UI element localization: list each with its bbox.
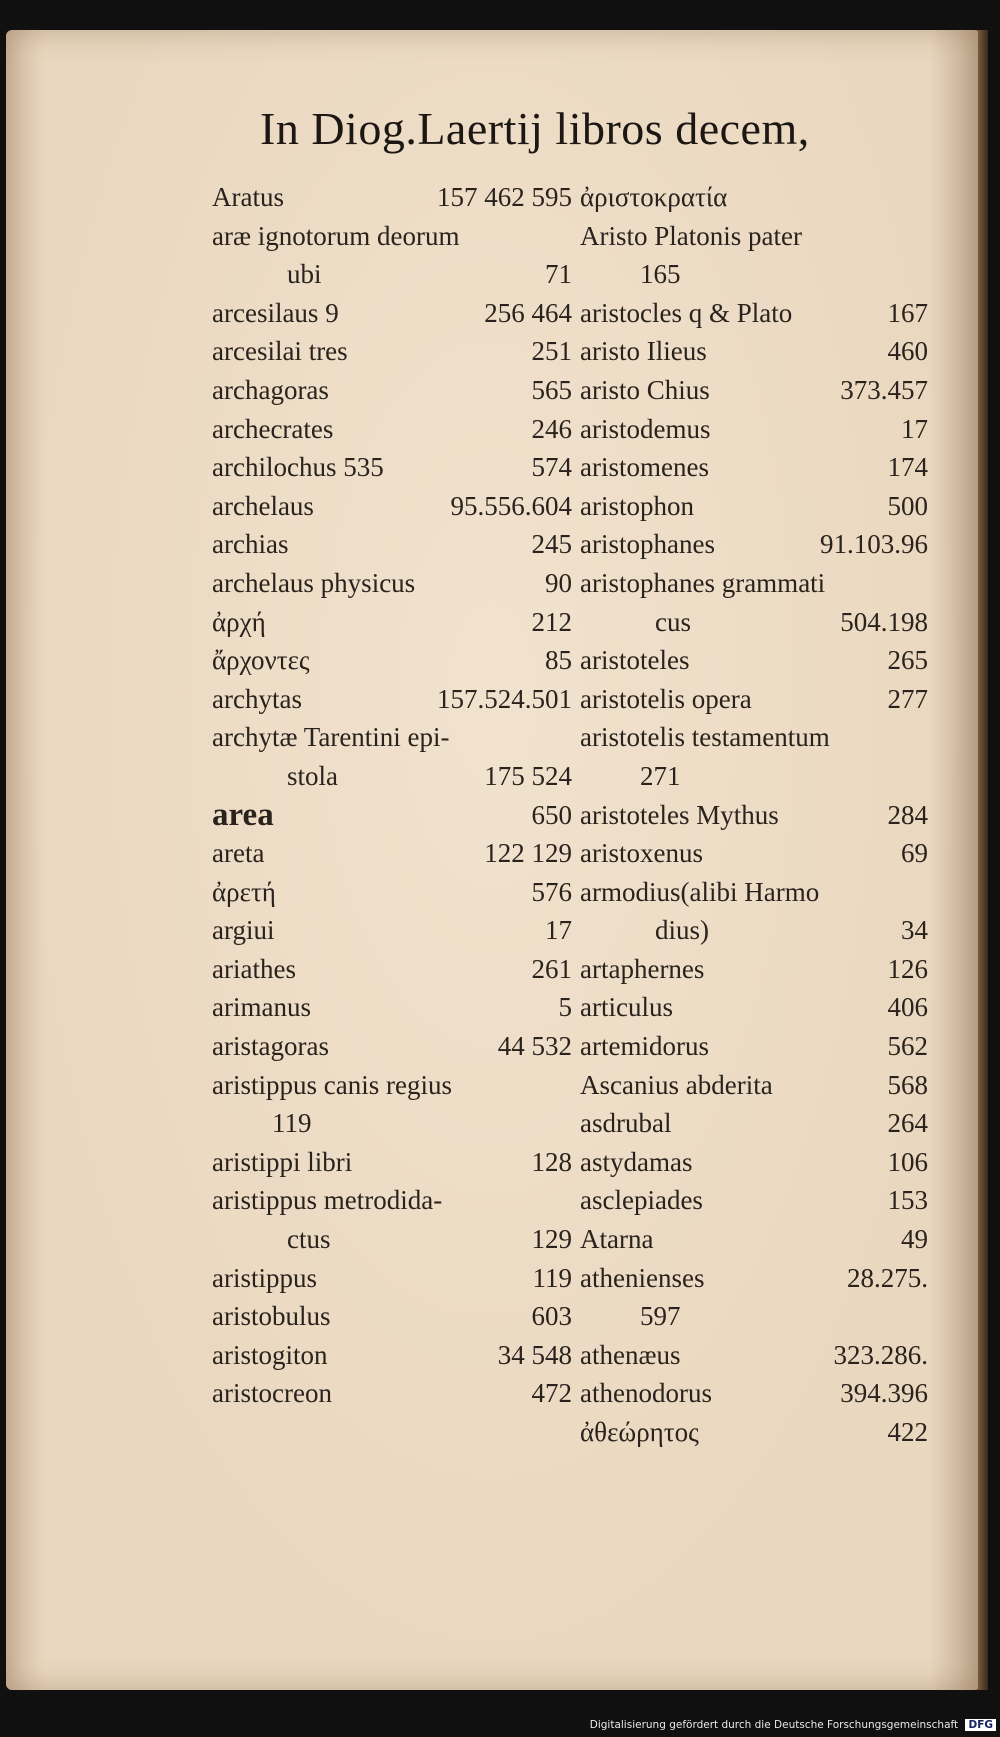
entry-pages: 119: [532, 1262, 572, 1293]
index-entry: [580, 1374, 928, 1413]
index-entry: [580, 448, 928, 487]
entry-pages: 90: [545, 567, 572, 598]
index-entry: [580, 371, 928, 410]
index-entry: [212, 448, 572, 487]
entry-name: armodius(alibi Harmo: [580, 876, 820, 907]
entry-pages: 106: [887, 1146, 928, 1177]
entry-name: arcesilai tres: [212, 336, 348, 367]
dfg-logo: DFG: [965, 1719, 996, 1731]
entry-pages: 406: [887, 992, 928, 1023]
entry-pages: 69: [901, 838, 928, 869]
index-entry: [212, 873, 572, 912]
index-entry: [580, 332, 928, 371]
index-column-right: [580, 178, 928, 1452]
digitization-credit: [590, 1719, 996, 1731]
entry-name: archagoras: [212, 374, 329, 405]
entry-name: astydamas: [580, 1146, 693, 1177]
index-entry: [580, 950, 928, 989]
entry-name: areta: [212, 838, 265, 869]
entry-name: aræ ignotorum deorum: [212, 220, 460, 251]
credit-text: Digitalisierung gefördert durch die Deutsche Forschungsgemeinschaft: [589, 1719, 959, 1731]
entry-name: ἀθεώρητος: [580, 1417, 699, 1447]
entry-name: aristotelis testamentum: [580, 722, 830, 753]
index-entry: [580, 1336, 928, 1375]
entry-name: stola: [287, 760, 338, 791]
index-entry: [212, 1066, 572, 1105]
entry-name: athenienses: [580, 1262, 705, 1293]
page-edge: [978, 30, 988, 1690]
index-entry: [580, 911, 928, 950]
index-entry: [212, 525, 572, 564]
index-entry: [580, 796, 928, 835]
entry-name: aristoteles Mythus: [580, 799, 779, 830]
index-entry: [212, 487, 572, 526]
entry-pages: 17: [545, 915, 572, 946]
index-entry: [580, 680, 928, 719]
index-entry: [580, 834, 928, 873]
entry-name: aristobulus: [212, 1301, 331, 1332]
index-entry: [580, 294, 928, 333]
entry-name: Aratus: [212, 182, 284, 212]
entry-pages: 167: [887, 297, 928, 328]
index-entry: [580, 757, 928, 796]
index-entry: [212, 1297, 572, 1336]
index-entry: [212, 950, 572, 989]
entry-name: archytas: [212, 683, 302, 714]
entry-pages: 576: [531, 876, 572, 907]
entry-pages: 17: [901, 413, 928, 444]
entry-pages: 460: [887, 336, 928, 367]
entry-pages: 91.103.96: [820, 529, 928, 560]
entry-pages: 153: [887, 1185, 928, 1216]
entry-pages: 245: [531, 529, 572, 560]
entry-name: aristophanes: [580, 529, 715, 560]
entry-pages: 284: [887, 799, 928, 830]
entry-name: archias: [212, 529, 289, 560]
entry-name: aristophon: [580, 490, 694, 521]
index-entry: [212, 1181, 572, 1220]
entry-pages: 500: [887, 490, 928, 521]
entry-pages: 323.286.: [833, 1339, 928, 1370]
entry-name: archelaus physicus: [212, 567, 416, 598]
index-entry: [212, 680, 572, 719]
index-entry: [212, 1220, 572, 1259]
entry-pages: 71: [545, 259, 572, 290]
entry-name: aristo Chius: [580, 374, 710, 405]
index-entry: [212, 1259, 572, 1298]
entry-pages: 28.275.: [847, 1262, 928, 1293]
entry-name: aristippi libri: [212, 1146, 353, 1177]
entry-pages: 373.457: [840, 374, 928, 405]
entry-name: aristocreon: [212, 1378, 332, 1409]
index-entry: [212, 603, 572, 642]
index-entry: [212, 564, 572, 603]
entry-pages: 472: [531, 1378, 572, 1409]
entry-pages: 265: [887, 645, 928, 676]
entry-pages: 128: [531, 1146, 572, 1177]
entry-name: artaphernes: [580, 953, 705, 984]
index-entry: [212, 1143, 572, 1182]
entry-pages: 122 129: [484, 838, 572, 869]
entry-name: archytæ Tarentini epi-: [212, 722, 450, 753]
entry-pages: 562: [887, 1031, 928, 1062]
entry-name: 165: [640, 259, 681, 290]
entry-name: aristocles q & Plato: [580, 297, 793, 328]
index-entry: [212, 988, 572, 1027]
index-entry: [580, 641, 928, 680]
entry-pages: 212: [531, 606, 572, 637]
index-column-left: [212, 178, 572, 1413]
entry-name: dius): [655, 915, 709, 946]
entry-pages: 261: [531, 953, 572, 984]
index-entry: [212, 217, 572, 256]
entry-name: 119: [272, 1108, 312, 1139]
entry-name: 597: [640, 1301, 681, 1332]
index-entry: [580, 988, 928, 1027]
entry-pages: 49: [901, 1224, 928, 1255]
entry-name: area: [212, 796, 274, 833]
index-entry: [580, 1413, 928, 1452]
entry-pages: 34 548: [497, 1339, 572, 1370]
index-entry: [212, 718, 572, 757]
index-entry: [580, 410, 928, 449]
entry-pages: 277: [887, 683, 928, 714]
index-entry: [580, 1181, 928, 1220]
entry-name: aristoteles: [580, 645, 690, 676]
entry-pages: 129: [531, 1224, 572, 1255]
entry-name: archecrates: [212, 413, 334, 444]
entry-pages: 650: [531, 799, 572, 830]
entry-name: athenodorus: [580, 1378, 712, 1409]
entry-pages: 603: [531, 1301, 572, 1332]
entry-name: asclepiades: [580, 1185, 703, 1216]
index-entry: [580, 1220, 928, 1259]
entry-name: ἄρχοντες: [212, 645, 310, 676]
index-entry: [212, 332, 572, 371]
entry-pages: 568: [887, 1069, 928, 1100]
index-entry: [580, 1259, 928, 1298]
entry-pages: 256 464: [484, 297, 572, 328]
entry-name: argiui: [212, 915, 275, 946]
index-entry: [580, 603, 928, 642]
index-entry: [580, 255, 928, 294]
index-entry: [580, 178, 928, 217]
index-entry: [212, 294, 572, 333]
index-entry: [580, 217, 928, 256]
index-entry: [212, 757, 572, 796]
entry-pages: 264: [887, 1108, 928, 1139]
index-entry: [580, 1104, 928, 1143]
entry-pages: 157.524.501: [437, 683, 572, 714]
entry-name: aristagoras: [212, 1031, 329, 1062]
entry-pages: 504.198: [840, 606, 928, 637]
index-entry: [212, 178, 572, 217]
index-entry: [212, 796, 572, 835]
entry-name: aristippus metrodida-: [212, 1185, 443, 1216]
entry-name: aristippus: [212, 1262, 317, 1293]
entry-name: cus: [655, 606, 691, 637]
entry-name: aristo Ilieus: [580, 336, 707, 367]
index-entry: [580, 1143, 928, 1182]
entry-pages: 422: [887, 1417, 928, 1447]
entry-name: aristogiton: [212, 1339, 328, 1370]
index-entry: [580, 564, 928, 603]
index-entry: [580, 1027, 928, 1066]
index-entry: [212, 834, 572, 873]
entry-pages: 126: [887, 953, 928, 984]
entry-name: aristotelis opera: [580, 683, 752, 714]
entry-pages: 95.556.604: [450, 490, 572, 521]
index-entry: [580, 1066, 928, 1105]
entry-pages: 565: [531, 374, 572, 405]
index-entry: [212, 1027, 572, 1066]
entry-name: athenæus: [580, 1339, 681, 1370]
entry-name: ἀρχή: [212, 606, 266, 637]
entry-pages: 85: [545, 645, 572, 676]
entry-name: Aristo Platonis pater: [580, 220, 802, 251]
entry-name: articulus: [580, 992, 673, 1023]
entry-name: ctus: [287, 1224, 331, 1255]
entry-name: aristophanes grammati: [580, 567, 826, 598]
entry-name: aristippus canis regius: [212, 1069, 452, 1100]
entry-pages: 394.396: [840, 1378, 928, 1409]
entry-name: aristoxenus: [580, 838, 703, 869]
index-entry: [212, 911, 572, 950]
entry-name: aristodemus: [580, 413, 711, 444]
entry-pages: 44 532: [497, 1031, 572, 1062]
entry-name: archilochus 535: [212, 452, 384, 483]
entry-pages: 34: [901, 915, 928, 946]
entry-name: aristomenes: [580, 452, 709, 483]
entry-name: arcesilaus 9: [212, 297, 339, 328]
index-entry: [580, 487, 928, 526]
running-head: In Diog.Laertij libros decem,: [260, 103, 810, 154]
index-entry: [212, 1104, 572, 1143]
index-entry: [580, 873, 928, 912]
entry-pages: 174: [887, 452, 928, 483]
entry-pages: 574: [531, 452, 572, 483]
index-entry: [212, 371, 572, 410]
entry-name: ἀρετή: [212, 876, 276, 907]
entry-name: archelaus: [212, 490, 314, 521]
entry-pages: 246: [531, 413, 572, 444]
entry-name: ἀριστοκρατία: [580, 182, 728, 212]
index-entry: [580, 1297, 928, 1336]
index-entry: [212, 641, 572, 680]
index-entry: [212, 1336, 572, 1375]
index-entry: [212, 1374, 572, 1413]
entry-name: Atarna: [580, 1224, 654, 1255]
entry-pages: 5: [558, 992, 572, 1023]
entry-pages: 157 462 595: [437, 182, 572, 212]
entry-name: ubi: [287, 259, 322, 290]
index-entry: [580, 525, 928, 564]
index-entry: [212, 410, 572, 449]
index-entry: [212, 255, 572, 294]
entry-name: 271: [640, 760, 681, 791]
entry-pages: 175 524: [484, 760, 572, 791]
index-entry: [580, 718, 928, 757]
entry-name: asdrubal: [580, 1108, 672, 1139]
entry-name: artemidorus: [580, 1031, 709, 1062]
entry-pages: 251: [531, 336, 572, 367]
entry-name: ariathes: [212, 953, 296, 984]
entry-name: arimanus: [212, 992, 311, 1023]
entry-name: Ascanius abderita: [580, 1069, 773, 1100]
